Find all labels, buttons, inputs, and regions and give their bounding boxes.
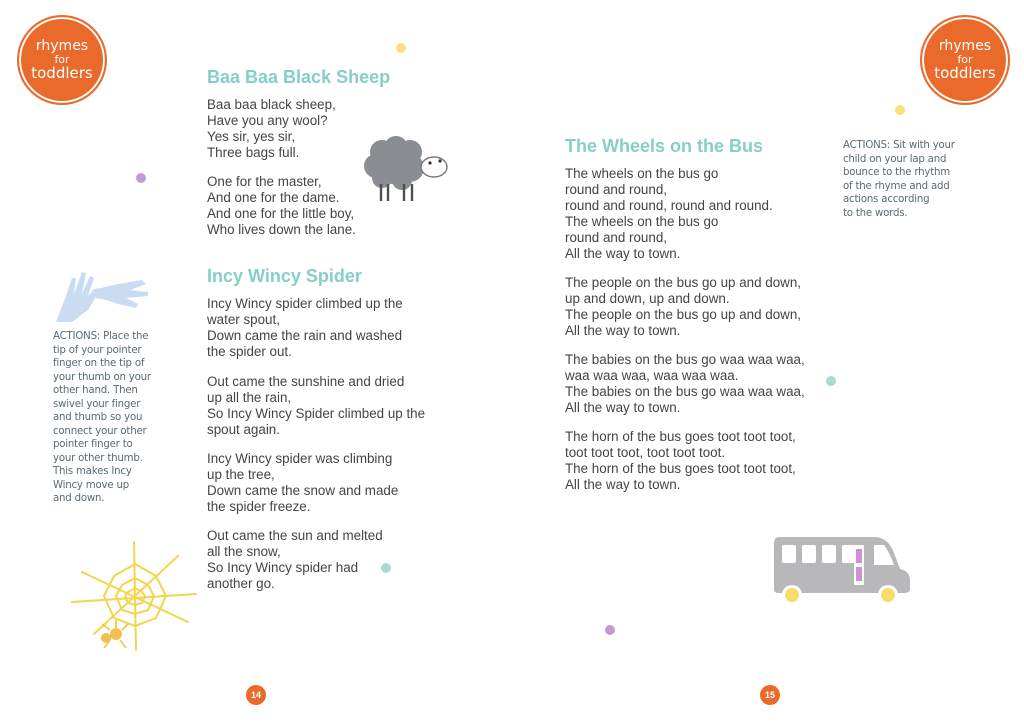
verse-line: The wheels on the bus go [565, 213, 719, 229]
badge-line3: toddlers [934, 63, 996, 82]
actions-line: pointer finger to [53, 439, 133, 450]
verse-wheels-1 [565, 166, 773, 261]
actions-line: Wincy move up [53, 479, 130, 491]
badge-line2: for [54, 52, 70, 66]
verse-incy-4 [207, 528, 383, 592]
verse-line: Three bags full. [207, 144, 300, 160]
spider-web-icon [70, 538, 200, 658]
verse-line: toot toot toot, toot toot toot. [565, 444, 726, 460]
logo-badge-right [920, 15, 1010, 105]
page-number-right: 15 [760, 685, 780, 705]
actions-line: your thumb on your [53, 371, 151, 383]
verse-line: All the way to town. [565, 476, 681, 492]
verse-line: Out came the sun and melted [207, 528, 383, 543]
badge-line2: for [957, 52, 973, 66]
verse-line: the spider freeze. [207, 498, 311, 514]
actions-line: actions according [843, 194, 930, 205]
verse-line: the spider out. [207, 343, 292, 359]
verse-line: So Incy Wincy spider had [207, 559, 359, 575]
verse-line: Incy Wincy spider climbed up the [207, 296, 403, 311]
verse-line: Who lives down the lane. [207, 221, 356, 237]
verse-line: Incy Wincy spider was climbing [207, 451, 393, 466]
actions-line: and down. [53, 493, 105, 504]
verse-line: Down came the rain and washed [207, 327, 403, 343]
verse-line: One for the master, [207, 174, 322, 189]
rhyme-title-wheels: The Wheels on the Bus [565, 136, 764, 156]
verse-line: And one for the little boy, [207, 205, 355, 221]
verse-line: round and round, [565, 181, 667, 197]
verse-line: All the way to town. [565, 399, 681, 415]
verse-baa-1 [207, 97, 336, 161]
verse-incy-1 [207, 296, 403, 360]
verse-line: up the tree, [207, 466, 275, 482]
actions-line: ACTIONS: Place the [53, 331, 149, 342]
hands-icon [52, 266, 152, 326]
decor-dot [895, 105, 905, 115]
actions-line: and thumb so you [53, 412, 143, 423]
actions-line: bounce to the rhythm [843, 167, 951, 178]
verse-line: All the way to town. [565, 245, 681, 261]
actions-line: connect your other [53, 425, 147, 437]
actions-line: ACTIONS: Sit with your [843, 140, 955, 151]
actions-wheels [843, 139, 955, 220]
decor-dot [605, 625, 615, 635]
logo-badge-left [17, 15, 107, 105]
verse-line: round and round, [565, 229, 667, 245]
verse-baa-2 [207, 174, 356, 238]
verse-line: all the snow, [207, 543, 281, 559]
verse-line: The people on the bus go up and down, [565, 275, 802, 290]
page-number-left: 14 [246, 685, 266, 705]
actions-line: your other thumb. [53, 452, 143, 464]
verse-line: Baa baa black sheep, [207, 97, 336, 112]
verse-incy-2 [207, 374, 425, 438]
verse-line: And one for the dame. [207, 189, 340, 205]
badge-line1: rhymes [35, 37, 89, 54]
verse-line: spout again. [207, 421, 280, 437]
decor-dot [136, 173, 146, 183]
badge-line3: toddlers [31, 63, 93, 82]
verse-line: The horn of the bus goes toot toot toot, [565, 460, 796, 476]
verse-line: The horn of the bus goes toot toot toot, [565, 429, 796, 444]
bus-icon [770, 533, 912, 607]
actions-line: finger on the tip of [53, 358, 145, 369]
verse-line: The people on the bus go up and down, [565, 306, 802, 322]
rhyme-title-baa: Baa Baa Black Sheep [207, 67, 391, 87]
actions-line: to the words. [843, 207, 908, 219]
verse-line: Out came the sunshine and dried [207, 374, 405, 389]
verse-wheels-2 [565, 275, 801, 339]
verse-wheels-3 [565, 352, 805, 416]
actions-line: swivel your finger [53, 398, 141, 410]
rhyme-title-incy: Incy Wincy Spider [207, 266, 362, 286]
verse-line: up all the rain, [207, 389, 292, 405]
verse-line: The wheels on the bus go [565, 166, 719, 181]
decor-dot [396, 43, 406, 53]
verse-incy-3 [207, 451, 398, 515]
verse-line: The babies on the bus go waa waa waa, [565, 352, 805, 367]
actions-incy [53, 330, 151, 506]
verse-line: waa waa waa, waa waa waa. [565, 367, 739, 383]
verse-line: Down came the snow and made [207, 482, 399, 498]
sheep-icon [362, 134, 452, 206]
verse-line: Have you any wool? [207, 112, 328, 128]
verse-line: The babies on the bus go waa waa waa, [565, 383, 805, 399]
verse-line: All the way to town. [565, 322, 681, 338]
actions-line: This makes Incy [53, 466, 132, 477]
verse-line: up and down, up and down. [565, 290, 730, 306]
verse-line: So Incy Wincy Spider climbed up the [207, 405, 426, 421]
actions-line: other hand. Then [53, 385, 138, 396]
actions-line: tip of your pointer [53, 344, 142, 356]
verse-wheels-4 [565, 429, 796, 493]
verse-line: Yes sir, yes sir, [207, 128, 296, 144]
verse-line: another go. [207, 575, 275, 591]
decor-dot [826, 376, 836, 386]
actions-line: child on your lap and [843, 153, 947, 165]
actions-line: of the rhyme and add [843, 180, 950, 192]
badge-line1: rhymes [938, 37, 992, 54]
verse-line: water spout, [207, 311, 280, 327]
verse-line: round and round, round and round. [565, 197, 773, 213]
